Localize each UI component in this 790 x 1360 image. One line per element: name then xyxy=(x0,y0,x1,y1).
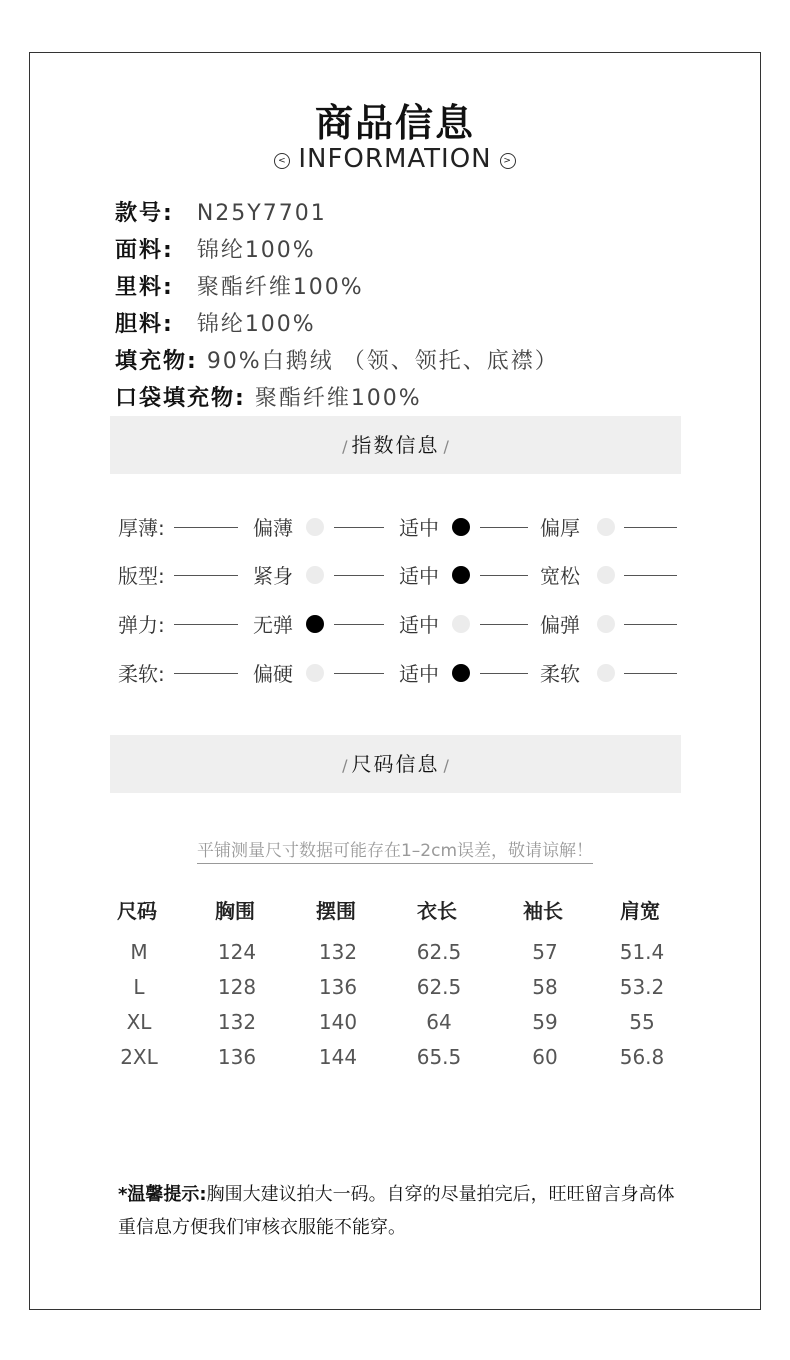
page-title: 商品信息 xyxy=(314,101,475,145)
index-connector-line xyxy=(174,673,238,674)
unselected-dot-icon xyxy=(306,664,324,682)
chevron-left-icon: < xyxy=(274,153,290,169)
table-header-cell: 肩宽 xyxy=(620,899,660,923)
table-cell: 140 xyxy=(318,1010,358,1034)
table-header-cell: 胸围 xyxy=(215,899,255,923)
table-cell: 51.4 xyxy=(619,940,665,964)
index-connector-line xyxy=(624,624,677,625)
index-option: 偏硬 xyxy=(253,662,293,686)
table-cell: 55 xyxy=(629,1010,655,1034)
index-option: 偏弹 xyxy=(540,613,580,637)
table-cell: 136 xyxy=(217,1045,257,1069)
index-label: 弹力: xyxy=(118,613,165,637)
chevron-right-icon: > xyxy=(500,153,516,169)
unselected-dot-icon xyxy=(306,566,324,584)
index-option: 偏厚 xyxy=(540,516,580,540)
index-option: 无弹 xyxy=(253,613,293,637)
index-connector-line xyxy=(334,673,384,674)
table-cell: XL xyxy=(126,1010,152,1034)
index-option: 适中 xyxy=(399,564,439,588)
info-value: N25Y7701 xyxy=(196,201,327,226)
index-connector-line xyxy=(624,527,677,528)
warm-tip-text: 胸围大建议拍大一码。自穿的尽量拍完后，旺旺留言身高体重信息方便我们审核衣服能不能穿。 xyxy=(118,1184,675,1238)
selected-dot-icon xyxy=(452,664,470,682)
slash-right: / xyxy=(443,437,449,456)
info-key: 胆料: xyxy=(115,312,174,337)
table-cell: 62.5 xyxy=(416,975,462,999)
index-connector-line xyxy=(174,624,238,625)
index-option: 适中 xyxy=(399,516,439,540)
table-header-cell: 尺码 xyxy=(117,899,157,923)
unselected-dot-icon xyxy=(452,615,470,633)
table-header-cell: 袖长 xyxy=(523,899,563,923)
index-option: 紧身 xyxy=(253,564,293,588)
info-value: 锦纶100% xyxy=(196,238,316,263)
table-row xyxy=(90,1045,710,1075)
size-section-title: 尺码信息 xyxy=(351,752,440,776)
index-option: 适中 xyxy=(399,613,439,637)
unselected-dot-icon xyxy=(597,518,615,536)
table-cell: 2XL xyxy=(120,1045,158,1069)
info-row-style-no xyxy=(115,196,327,227)
index-connector-line xyxy=(174,575,238,576)
selected-dot-icon xyxy=(306,615,324,633)
info-key: 里料: xyxy=(115,275,174,300)
table-cell: M xyxy=(130,940,148,964)
index-connector-line xyxy=(334,575,384,576)
info-row-fabric xyxy=(115,233,316,264)
info-value: 聚酯纤维100% xyxy=(254,386,422,411)
info-row-lining xyxy=(115,270,364,301)
table-row xyxy=(90,1010,710,1040)
unselected-dot-icon xyxy=(597,566,615,584)
index-label: 柔软: xyxy=(118,662,165,686)
table-cell: 60 xyxy=(532,1045,558,1069)
index-option: 偏薄 xyxy=(253,516,293,540)
table-cell: 57 xyxy=(532,940,558,964)
info-value: 聚酯纤维100% xyxy=(196,275,364,300)
index-label: 版型: xyxy=(118,564,165,588)
index-row xyxy=(118,658,678,688)
table-cell: 132 xyxy=(318,940,358,964)
table-cell: 59 xyxy=(532,1010,558,1034)
info-key: 口袋填充物: xyxy=(115,386,246,411)
slash-left: / xyxy=(342,437,348,456)
unselected-dot-icon xyxy=(597,664,615,682)
index-connector-line xyxy=(624,575,677,576)
table-cell: 62.5 xyxy=(416,940,462,964)
index-connector-line xyxy=(480,527,528,528)
index-row xyxy=(118,560,678,590)
warm-tip-label: *温馨提示: xyxy=(118,1184,207,1205)
index-label: 厚薄: xyxy=(118,516,165,540)
index-connector-line xyxy=(334,624,384,625)
unselected-dot-icon xyxy=(306,518,324,536)
table-cell: L xyxy=(133,975,145,999)
subtitle-text: INFORMATION xyxy=(298,144,492,174)
index-section-header xyxy=(110,416,681,474)
index-connector-line xyxy=(480,673,528,674)
selected-dot-icon xyxy=(452,566,470,584)
selected-dot-icon xyxy=(452,518,470,536)
table-cell: 144 xyxy=(318,1045,358,1069)
index-connector-line xyxy=(480,624,528,625)
table-cell: 56.8 xyxy=(619,1045,665,1069)
index-connector-line xyxy=(334,527,384,528)
table-cell: 136 xyxy=(318,975,358,999)
index-connector-line xyxy=(624,673,677,674)
table-header-row xyxy=(90,895,710,925)
size-section-header xyxy=(110,735,681,793)
info-key: 款号: xyxy=(115,201,174,226)
index-row xyxy=(118,609,678,639)
table-cell: 64 xyxy=(426,1010,452,1034)
warm-tip xyxy=(118,1178,678,1244)
table-row xyxy=(90,940,710,970)
table-cell: 132 xyxy=(217,1010,257,1034)
info-row-filling xyxy=(115,344,559,375)
slash-right: / xyxy=(443,756,449,775)
info-row-inner xyxy=(115,307,316,338)
table-cell: 128 xyxy=(217,975,257,999)
table-header-cell: 衣长 xyxy=(417,899,457,923)
info-key: 面料: xyxy=(115,238,174,263)
page-subtitle xyxy=(0,144,790,174)
table-cell: 53.2 xyxy=(619,975,665,999)
info-row-pocket-filling xyxy=(115,381,422,412)
index-row xyxy=(118,512,678,542)
index-option: 柔软 xyxy=(540,662,580,686)
info-value: 90%白鹅绒 （领、领托、底襟） xyxy=(206,349,559,374)
unselected-dot-icon xyxy=(597,615,615,633)
index-connector-line xyxy=(480,575,528,576)
index-connector-line xyxy=(174,527,238,528)
index-section-title: 指数信息 xyxy=(351,433,440,457)
table-cell: 65.5 xyxy=(416,1045,462,1069)
table-cell: 58 xyxy=(532,975,558,999)
info-value: 锦纶100% xyxy=(196,312,316,337)
slash-left: / xyxy=(342,756,348,775)
table-header-cell: 摆围 xyxy=(316,899,356,923)
index-option: 宽松 xyxy=(540,564,580,588)
measurement-note-text: 平铺测量尺寸数据可能存在1–2cm误差，敬请谅解！ xyxy=(197,841,593,864)
index-option: 适中 xyxy=(399,662,439,686)
table-row xyxy=(90,975,710,1005)
info-key: 填充物: xyxy=(115,349,198,374)
measurement-note xyxy=(0,836,790,861)
table-cell: 124 xyxy=(217,940,257,964)
